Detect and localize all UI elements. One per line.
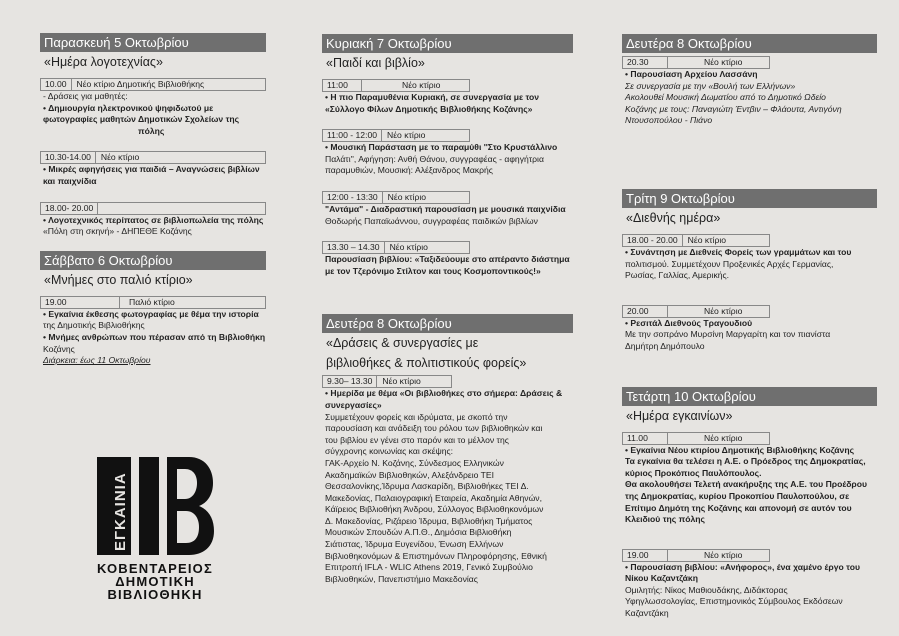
event-line: • Δημιουργία ηλεκτρονικού ψηφιδωτού με: [43, 102, 214, 113]
time-bar: [622, 432, 770, 445]
day-header-wednesday: Τετάρτη 10 Οκτωβρίου: [622, 387, 877, 406]
event-line: Δ. Μακεδονίας, Ριζάρειο Ίδρυμα, Βιβλιοθήκη Τμήματος: [325, 515, 533, 526]
event-time: 19.00: [41, 297, 120, 308]
event-line: Ρωσίας, Γαλλίας, Αμερικής.: [625, 270, 730, 281]
event-line: ΓΑΚ-Αρχείο Ν. Κοζάνης, Σύνδεσμος Ελληνικών: [325, 457, 504, 468]
event-line: • Ημερίδα με θέμα «Οι βιβλιοθήκες στο σήμερα: Δράσεις &: [325, 388, 563, 399]
event-time: 11:00: [323, 80, 362, 91]
event-line: Παλάτι'', Αφήγηση: Ανθή Θάνου, συγγραφέας - αφηγήτρια: [325, 153, 544, 164]
event-time: 13.30 – 14.30: [323, 242, 385, 253]
day-subtitle-friday: «Ημέρα λογοτεχνίας»: [44, 55, 163, 69]
day-subtitle-sunday: «Παιδί και βιβλίο»: [326, 56, 425, 70]
event-line: • Μουσική Παράσταση με το παραμύθι ''Στο Κρυστάλλινο: [325, 142, 558, 153]
event-line: συνεργασίες»: [325, 399, 382, 410]
day-header-monday-evening: Δευτέρα 8 Οκτωβρίου: [622, 34, 877, 53]
day-subtitle-monday-1: «Δράσεις & συνεργασίες με: [326, 336, 479, 351]
event-line: Τα εγκαίνια θα τελέσει η Α.Ε. ο Πρόεδρος της Δημοκρατίας,: [625, 456, 866, 467]
event-line: • Μικρές αφηγήσεις για παιδιά – Αναγνώσεις βιβλίων: [43, 164, 260, 175]
time-bar: [622, 56, 770, 69]
logo-vertical-text: ΕΓΚΑΙΝΙΑ: [112, 472, 129, 551]
event-place: Νέο κτίριο: [704, 57, 743, 67]
event-line: Θεσσαλονίκης,Ίδρυμα Λασκαρίδη, Βιβλιοθήκες ΤΕΙ Δ.: [325, 481, 529, 492]
time-bar: [40, 202, 266, 215]
event-line: κύριος Προκόπιος Παυλόπουλος.: [625, 467, 762, 478]
column-1: [40, 33, 266, 367]
time-bar: [622, 549, 770, 562]
event-place: Νέο κτίριο: [704, 432, 743, 443]
event-line: Ακολουθεί Μουσική Δωματίου από το Δημοτικό Ωδείο: [625, 92, 826, 103]
event-line: και παιχνίδια: [43, 175, 97, 186]
event-line: - Δράσεις για μαθητές:: [43, 91, 128, 101]
event-line: Νίκου Καζαντζάκη: [625, 573, 698, 584]
event-place: Νέο κτίριο: [387, 130, 426, 141]
time-bar: [40, 151, 266, 164]
logo-bar-2: [139, 457, 159, 555]
day-subtitle-saturday: «Μνήμες στο παλιό κτίριο»: [44, 272, 193, 287]
event-line: με τον Τζερόνιμο Στίλτον και τους Κοσμοποντικούς!»: [325, 265, 541, 276]
event-line: "Αντάμα" - Διαδραστική παρουσίαση με μουσικά παιχνίδια: [325, 203, 566, 214]
event-line: Ακαδημαϊκών Βιβλιοθηκών, Αλεξάνδρειο ΤΕΙ: [325, 469, 495, 480]
event-time: 20.00: [623, 306, 668, 317]
event-line: Υφηγλωσσολογίας, Επιστημονικός Σύμβουλος Εκδόσεων: [625, 596, 843, 607]
event-line: Επίτιμο Δημότη της Κοζάνης και απονομή σε αυτόν του: [625, 502, 852, 513]
time-bar: [322, 375, 452, 388]
event-time: 11:00 - 12:00: [323, 130, 382, 141]
event-time: 12:00 - 13:30: [323, 192, 383, 203]
event-line: πόλης: [138, 125, 165, 136]
event-place: Νέο κτίριο: [100, 152, 140, 163]
event-line: Κλειδιού της πόλης: [625, 514, 705, 525]
exhibition-duration: Διάρκεια: έως 11 Οκτωβρίου: [43, 355, 151, 366]
event-line: παραμυθιών, Μουσική: Αλέξανδρος Μακρής: [325, 165, 493, 176]
event-place: Νέο κτίριο: [704, 305, 743, 316]
time-bar: [322, 79, 470, 92]
event-line: • Μνήμες ανθρώπων που πέρασαν από τη Βιβλιοθήκη: [43, 331, 266, 342]
event-line: Σε συνεργασία με την «Βουλή των Ελλήνων»: [625, 80, 796, 91]
time-bar: [322, 191, 470, 204]
event-line: Βιβλιοθηκονόμων & Επιστημόνων Πληροφόρησης, Εθνική: [325, 550, 547, 561]
event-line: Μακεδονίας, Παλαιογραφική Εταιρεία, Ακαδημία Αθηνών,: [325, 492, 542, 503]
event-place: Νέο κτίριο Δημοτικής Βιβλιοθήκης: [76, 79, 205, 89]
event-time: 10.30-14.00: [41, 152, 96, 163]
event-line: Ντουσοπούλου - Πιάνο: [625, 115, 713, 126]
logo-line-1: ΚΟΒΕΝΤΑΡΕΙΟΣ: [97, 561, 213, 576]
event-line: • Λογοτεχνικός περίπατος σε βιβλιοπωλεία της πόλης: [43, 214, 264, 225]
event-time: 20.30: [623, 57, 668, 68]
event-line: • Συνάντηση με Διεθνείς Φορείς των γραμμάτων και του: [625, 246, 852, 257]
event-line: της Δημοκρατίας, κυρίου Προκοπίου Παυλοπούλου, σε: [625, 490, 850, 501]
event-line: σύγχρονης κοινωνίας και σκέψης:: [325, 446, 453, 457]
event-line: • Εγκαίνια Νέου κτιρίου Δημοτικής Βιβλιοθήκης Κοζάνης: [625, 444, 855, 455]
event-line: Παρουσίαση βιβλίου: «Ταξιδεύουμε στο απέραντο διάστημα: [325, 254, 570, 265]
event-line: Βιβλιοθηκών, Πανεπιστήμιο Μακεδονίας: [325, 573, 478, 584]
event-line: Θοδωρής Παπαϊωάννου, συγγραφέας παιδικών βιβλίων: [325, 215, 538, 226]
event-line: • Εγκαίνια έκθεσης φωτογραφίας με θέμα την ιστορία: [43, 308, 259, 319]
time-bar: [322, 241, 470, 254]
logo-line-2: ΔΗΜΟΤΙΚΗ: [115, 574, 195, 589]
event-line: Ομιλητής: Νίκος Μαθιουδάκης, Διδάκτορας: [625, 584, 788, 595]
event-line: • Παρουσίαση βιβλίου: «Ανήφορος», ένα χαμένο έργο του: [625, 561, 861, 572]
event-line: Δημήτρη Δημόπουλο: [625, 340, 705, 351]
event-place: Νέο κτίριο: [389, 242, 428, 253]
event-line: «Πόλη στη σκηνή» - ΔΗΠΕΘΕ Κοζάνης: [43, 226, 192, 237]
day-subtitle-tuesday: «Διεθνής ημέρα»: [626, 210, 721, 225]
event-line: Κοζάνης: [43, 343, 75, 354]
day-header-tuesday: Τρίτη 9 Οκτωβρίου: [622, 189, 877, 208]
event-line: • Παρουσίαση Αρχείου Λασσάνη: [625, 69, 758, 79]
event-line: φωτογραφίες μαθητών Δημοτικών Σχολείων της: [43, 114, 240, 125]
event-time: 18.00 - 20.00: [623, 235, 683, 246]
day-subtitle-wednesday: «Ημέρα εγκαινίων»: [626, 408, 733, 423]
event-line: Κάϊρειος Βιβλιοθήκη Άνδρου, Σύλλογος Βιβλιοθηκονόμων: [325, 504, 544, 515]
event-place: Παλιό κτίριο: [129, 296, 175, 307]
column-2: [322, 34, 573, 585]
event-line: της Δημοτικής Βιβλιοθήκης: [43, 320, 145, 331]
event-line: πολιτισμού. Συμμετέχουν Προξενικές Αρχές Γερμανίας,: [625, 258, 834, 269]
event-line: Με την σοπράνο Μυρσίνη Μαργαρίτη και τον πιανίστα: [625, 329, 831, 340]
event-line: • Ρεσιτάλ Διεθνούς Τραγουδιού: [625, 317, 753, 328]
time-bar: [622, 234, 770, 247]
time-bar: [322, 129, 470, 142]
event-line: Θα ακολουθήσει Τελετή ανακήρυξης της Α.Ε. του Προέδρου: [625, 479, 867, 490]
column-3: [622, 34, 877, 620]
event-line: Κοζάνης με τους: Παναγιώτη Έντβιν – Φλάουτα, Αντιγόνη: [625, 103, 842, 114]
event-time: 19.00: [623, 550, 668, 561]
event-place: Νέο κτίριο: [382, 376, 421, 387]
event-time: 9.30– 13.30: [323, 376, 377, 387]
event-place: Νέο κτίριο: [687, 234, 727, 245]
event-place: Νέο κτίριο: [704, 549, 743, 560]
event-line: Συμμετέχουν φορείς και ιδρύματα, με σκοπό την: [325, 411, 508, 422]
event-line: παρουσίαση και ανάδειξη του ρόλου των βιβλιοθηκών και: [325, 423, 543, 434]
day-subtitle-monday-2: βιβλιοθήκες & πολιτιστικούς φορείς»: [326, 356, 527, 371]
event-line: του βιβλίου εν γένει στο παρόν και το μέλλον της: [325, 434, 509, 445]
event-line: Επιτροπή IFLA - WLIC Athens 2019, Γενικό Συμβούλιο: [325, 562, 533, 573]
event-time: 11.00: [623, 433, 668, 444]
event-line: Μουσικών Σπουδών Α.Π.Θ., Δημόσια Βιβλιοθήκη: [325, 527, 512, 538]
time-bar: [40, 296, 266, 309]
event-line: Καζαντζάκη: [625, 608, 669, 619]
day-header-monday: Δευτέρα 8 Οκτωβρίου: [322, 314, 573, 333]
event-time: 18.00- 20.00: [41, 203, 98, 214]
event-line: • Η πιο Παραμυθένια Κυριακή, σε συνεργασία με τον: [325, 92, 540, 102]
event-place: [98, 203, 108, 214]
event-line: «Σύλλογο Φίλων Δημοτικής Βιβλιοθήκης Κοζάνης»: [325, 103, 533, 114]
time-bar: [622, 305, 770, 318]
event-line: Σιάτιστας, Ίδρυμα Ευγενίδου, Ένωση Ελλήνων: [325, 539, 504, 550]
day-header-friday: Παρασκευή 5 Οκτωβρίου: [40, 33, 266, 52]
logo-line-3: ΒΙΒΛΙΟΘΗΚΗ: [107, 587, 203, 602]
time-bar: [40, 78, 266, 91]
event-place: Νέο κτίριο: [387, 191, 427, 202]
day-header-sunday: Κυριακή 7 Οκτωβρίου: [322, 34, 573, 53]
event-place: Νέο κτίριο: [402, 80, 441, 90]
event-time: 10.00: [41, 79, 72, 90]
day-header-saturday: Σάββατο 6 Οκτωβρίου: [40, 251, 266, 270]
